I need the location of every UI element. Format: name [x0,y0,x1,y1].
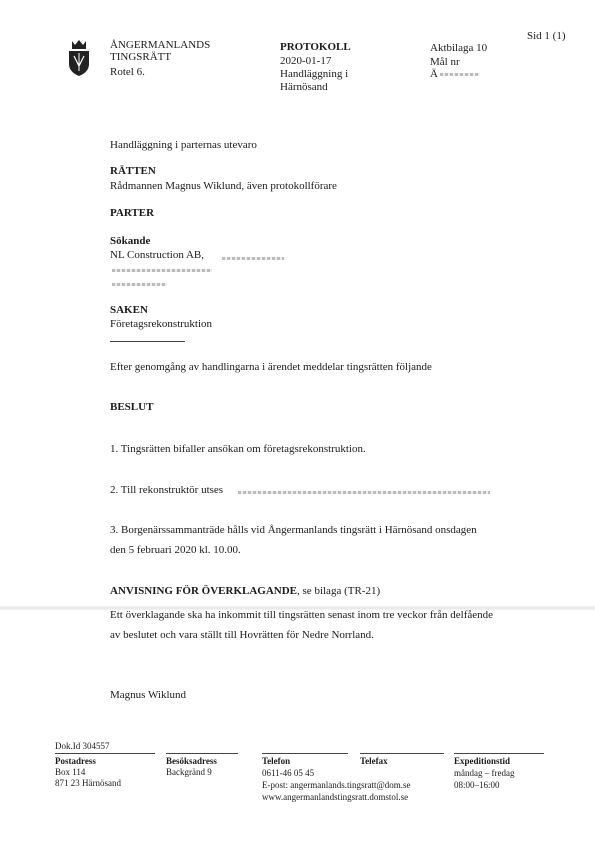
website: www.angermanlandstingsratt.domstol.se [262,792,409,802]
handling-line: Handläggning i parternas utevaro [110,139,257,151]
divider [110,341,185,342]
redaction [238,491,490,494]
aktbilaga: Aktbilaga 10 [430,42,488,54]
dok-id: Dok.Id 304557 [55,741,110,751]
telefon-label: Telefon [262,756,291,766]
beslut-item-3-line1: 3. Borgenärssammanträde hålls vid Ångermanlands tingsrätt i Härnösand onsdagen [110,524,477,536]
court-name-line2: TINGSRÄTT [110,51,172,63]
ratten-text: Rådmannen Magnus Wiklund, även protokollförare [110,180,337,192]
beslut-item-3-line2: den 5 februari 2020 kl. 10.00. [110,544,241,556]
redaction [112,283,167,286]
ratten-heading: RÄTTEN [110,165,156,177]
beslut-item-1: 1. Tingsrätten bifaller ansökan om företagsrekonstruktion. [110,443,366,455]
page-number: Sid 1 (1) [527,30,566,42]
sokande-text: NL Construction AB, [110,249,205,261]
mal-nr-label: Mål nr [430,56,460,68]
protocol-title: PROTOKOLL [280,41,351,53]
footer-rule [166,753,238,754]
court-rotel: Rotel 6. [110,66,145,78]
beslut-item-2: 2. Till rekonstruktör utses [110,484,224,496]
postadress-label: Postadress [55,756,96,766]
anvisning-heading-row [110,585,380,598]
postadress-line2: 871 23 Härnösand [55,778,121,788]
email-address: E-post: angermanlands.tingsratt@dom.se [262,780,411,790]
anvisning-line-2: av beslutet och vara ställt till Hovrätten för Nedre Norrland. [110,629,374,641]
besoksadress-line1: Backgränd 9 [166,767,212,777]
expeditionstid-label: Expeditionstid [454,756,511,766]
saken-heading: SAKEN [110,304,148,316]
redaction [112,269,212,272]
mal-nr-value: Ä [430,68,438,80]
redaction [440,73,480,76]
parter-heading: PARTER [110,207,155,219]
signature-name: Magnus Wiklund [110,689,187,701]
saken-text: Företagsrekonstruktion [110,318,213,330]
protocol-date: 2020-01-17 [280,55,332,67]
redaction [222,257,284,260]
protocol-place: Härnösand [280,81,328,93]
anvisning-suffix: , se bilaga (TR-21) [297,585,381,597]
protocol-handling: Handläggning i [280,68,349,80]
telefon-number: 0611-46 05 45 [262,768,315,778]
anvisning-heading: ANVISNING FÖR ÖVERKLAGANDE [110,585,298,597]
expeditionstid-hours: 08:00–16:00 [454,780,500,790]
telefax-label: Telefax [360,756,388,766]
court-crest-icon [66,38,92,78]
sokande-heading: Sökande [110,235,151,247]
postadress-line1: Box 114 [55,767,86,777]
beslut-heading: BESLUT [110,401,154,413]
footer-rule [55,753,155,754]
court-name-line1: ÅNGERMANLANDS [110,39,211,51]
footer-rule [262,753,348,754]
besoksadress-label: Besöksadress [166,756,217,766]
footer-rule [360,753,444,754]
anvisning-line-1: Ett överklagande ska ha inkommit till tingsrätten senast inom tre veckor från delfående [110,609,494,621]
intro-text: Efter genomgång av handlingarna i ärendet meddelar tingsrätten följande [110,361,432,373]
footer-rule [454,753,544,754]
expeditionstid-days: måndag – fredag [454,768,515,778]
